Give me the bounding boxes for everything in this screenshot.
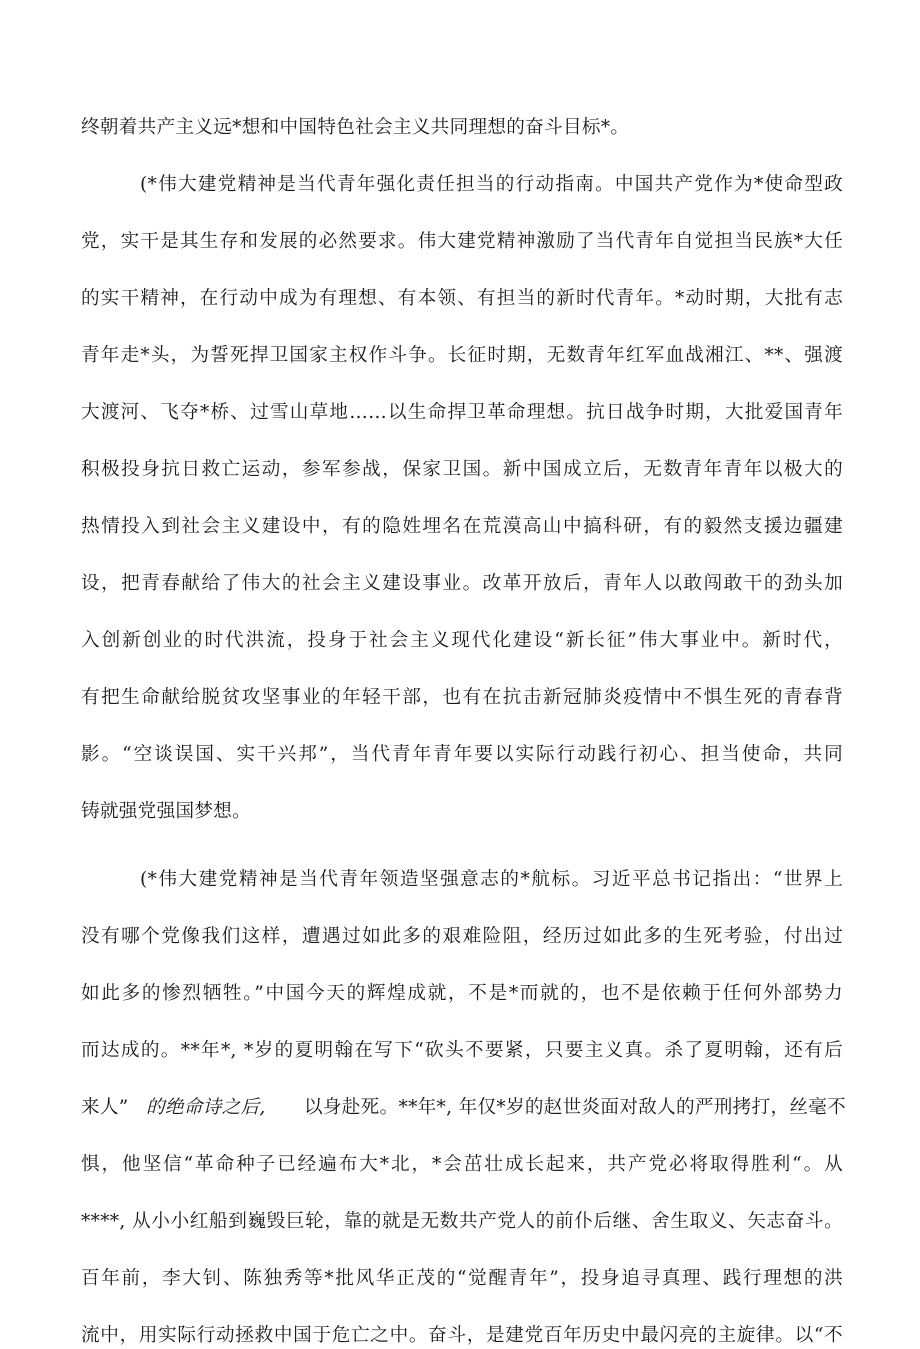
text-line-segment: 来人” bbox=[81, 1097, 129, 1118]
text-line: 如此多的惨烈牺牲。”中国今天的辉煌成就，不是*而就的，也不是依赖于任何外部势力 bbox=[81, 983, 843, 1004]
text-line: 的实干精神，在行动中成为有理想、有本领、有担当的新时代青年。*动时期，大批有志 bbox=[81, 288, 843, 309]
text-line: 没有哪个党像我们这样，遭遇过如此多的艰难险阻，经历过如此多的生死考验，付出过 bbox=[81, 926, 843, 947]
text-line: ****, 从小小红船到巍毁巨轮，靠的就是无数共产党人的前仆后继、舍生取义、矢志奋斗。 bbox=[81, 1211, 843, 1232]
text-line: 终朝着共产主义远*想和中国特色社会主义共同理想的奋斗目标*。 bbox=[81, 117, 630, 138]
text-line: 影。“空谈误国、实干兴邦”，当代青年青年要以实际行动践行初心、担当使命，共同 bbox=[81, 744, 843, 765]
text-line: 设，把青春献给了伟大的社会主义建设事业。改革开放后，青年人以敢闯敢干的劲头加 bbox=[81, 573, 843, 594]
text-line-segment: 以身赴死。**年*, 年仅*岁的赵世炎面对敌人的严刑拷打，丝毫不 bbox=[304, 1097, 847, 1118]
text-line: 热情投入到社会主义建设中，有的隐姓埋名在荒漠高山中搞科研，有的毅然支援边疆建 bbox=[81, 516, 843, 537]
text-line: 党，实干是其生存和发展的必然要求。伟大建党精神激励了当代青年自觉担当民族*大任 bbox=[81, 231, 843, 252]
text-line: 大渡河、飞夺*桥、过雪山草地……以生命捍卫革命理想。抗日战争时期，大批爱国青年 bbox=[81, 402, 843, 423]
paragraph-start-line: (*伟大建党精神是当代青年强化责任担当的行动指南。中国共产党作为*使命型政 bbox=[140, 174, 843, 195]
italic-text-segment: 的绝命诗之后, bbox=[146, 1097, 266, 1118]
text-line: 百年前，李大钊、陈独秀等*批风华正茂的“觉醒青年”，投身追寻真理、践行理想的洪 bbox=[81, 1268, 843, 1289]
text-line: 流中，用实际行动拯救中国于危亡之中。奋斗，是建党百年历史中最闪亮的主旋律。以“不 bbox=[81, 1325, 843, 1346]
text-line: 惧，他坚信“革命种子已经遍布大*北，*会茁壮成长起来，共产党必将取得胜利“。从 bbox=[81, 1154, 843, 1175]
text-line: 入创新创业的时代洪流，投身于社会主义现代化建设“新长征”伟大事业中。新时代， bbox=[81, 630, 843, 651]
text-line: 青年走*头，为誓死捍卫国家主权作斗争。长征时期，无数青年红军血战湘江、**、强渡 bbox=[81, 345, 843, 366]
paragraph-start-line: (*伟大建党精神是当代青年领造坚强意志的*航标。习近平总书记指出：“世界上 bbox=[140, 869, 843, 890]
text-line: 有把生命献给脱贫攻坚事业的年轻干部，也有在抗击新冠肺炎疫情中不惧生死的青春背 bbox=[81, 687, 843, 708]
text-line: 而达成的。**年*, *岁的夏明翰在写下“砍头不要紧，只要主义真。杀了夏明翰，还有后 bbox=[81, 1040, 843, 1061]
text-line: 积极投身抗日救亡运动，参军参战，保家卫国。新中国成立后，无数青年青年以极大的 bbox=[81, 459, 843, 480]
text-line: 铸就强党强国梦想。 bbox=[81, 801, 252, 822]
